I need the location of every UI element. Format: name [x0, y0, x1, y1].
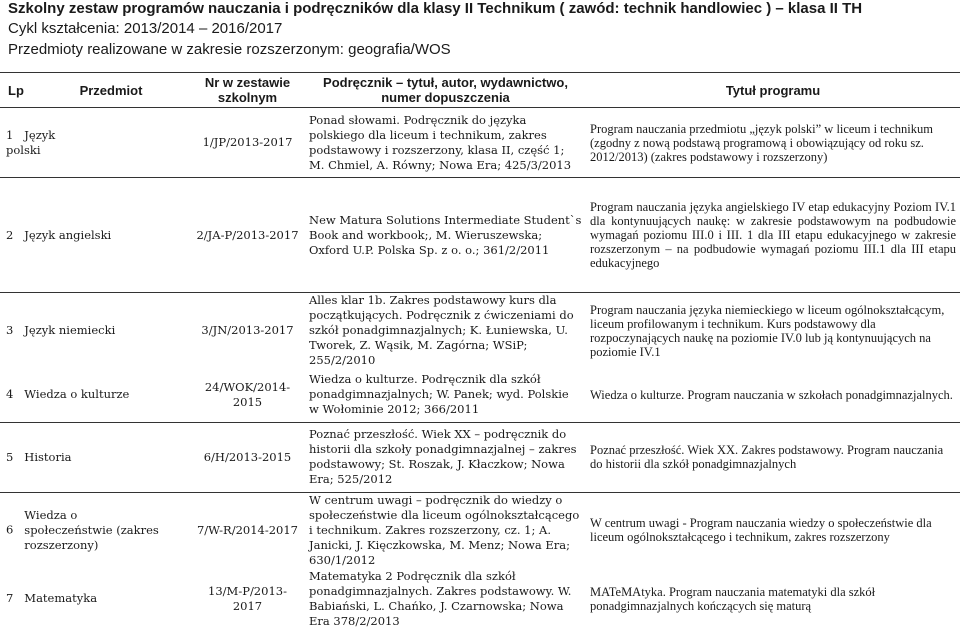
row-number: 7/W-R/2014-2017: [190, 492, 305, 568]
row-subject: [0, 293, 190, 369]
row-subject: [0, 422, 190, 492]
table-row: [0, 492, 960, 568]
row-program: Wiedza o kulturze. Program nauczania w szkołach ponadgimnazjalnych.: [586, 368, 960, 422]
row-number: 24/WOK/2014-2015: [190, 368, 305, 422]
table-row: [0, 108, 960, 178]
row-subject: [0, 492, 190, 568]
row-subject-name: Wiedza o społeczeństwie (zakres rozszerzony): [24, 507, 159, 552]
header-lp: Lp: [0, 73, 32, 108]
row-subject: [0, 108, 56, 178]
row-program: W centrum uwagi - Program nauczania wiedzy o społeczeństwie dla liceum ogólnokształcącego i technikum, zakres rozszerzony: [586, 492, 960, 568]
row-textbook: Ponad słowami. Podręcznik do języka polskiego dla liceum i technikum, zakres podstawowy i rozszerzony, klasa II, część 1; M. Chmiel, A. Równy; Nowa Era; 425/3/2013: [305, 108, 586, 178]
header-subject: Przedmiot: [32, 73, 190, 108]
header-number: Nr w zestawie szkolnym: [190, 73, 305, 108]
row-lp: 2: [6, 227, 14, 242]
row-spacer: [32, 108, 190, 178]
table-row: [0, 178, 960, 293]
table-row: [0, 293, 960, 369]
table-header-row: [0, 73, 960, 108]
row-textbook: Matematyka 2 Podręcznik dla szkół ponadgimnazjalnych. Zakres podstawowy. W. Babiański, L. Chańko, J. Czarnowska; Nowa Era 378/2/2013: [309, 568, 572, 628]
row-subject: [0, 368, 190, 422]
row-subject: [0, 568, 190, 630]
row-subject-name: Historia: [24, 449, 72, 464]
row-program: MATeMAtyka. Program nauczania matematyki dla szkół ponadgimnazjalnych kończących się maturą: [590, 584, 876, 613]
row-program: Program nauczania języka angielskiego IV etap edukacyjny Poziom IV.1 dla kontynuujących naukę: w zakresie podstawowym na podbudowie wymagań poziomu III.0 i III. 1 dla III etapu edukacyjnego w zakresie rozszerzonym – na podbudowie wymagań poziomu III.1 dla III etapu edukacyjnego: [586, 178, 960, 293]
row-textbook: Poznać przeszłość. Wiek XX – podręcznik do historii dla szkoły ponadgimnazjalnej – zakres podstawowy; St. Roszak, J. Kłaczkow; Nowa Era; 525/2012: [305, 422, 586, 492]
curriculum-table: [0, 72, 960, 630]
row-lp: 4: [6, 387, 14, 402]
row-textbook: New Matura Solutions Intermediate Student`s Book and workbook;, M. Wieruszewska; Oxford U.P. Polska Sp. z o. o.; 361/2/2011: [305, 178, 586, 293]
row-number: 6/H/2013-2015: [190, 422, 305, 492]
row-textbook: Alles klar 1b. Zakres podstawowy kurs dla początkujących. Podręcznik z ćwiczeniami do szkół ponadgimnazjalnych; K. Łuniewska, U. Tworek, Z. Wąsik, M. Zagórna; WSiP; 255/2/2010: [305, 293, 586, 369]
header-textbook: Podręcznik – tytuł, autor, wydawnictwo, numer dopuszczenia: [305, 73, 586, 108]
row-number: 1/JP/2013-2017: [190, 108, 305, 178]
row-number: 2/JA-P/2013-2017: [190, 178, 305, 293]
table-row: [0, 568, 960, 630]
row-subject-name: Język niemiecki: [24, 323, 116, 337]
row-program: Poznać przeszłość. Wiek XX. Zakres podstawowy. Program nauczania do historii dla szkół ponadgimnazjalnych: [586, 422, 960, 492]
row-program: Program nauczania języka niemieckiego w liceum ogólnokształcącym, liceum profilowanym i technikum. Kurs podstawowy dla rozpoczynających naukę na poziomie IV.0 lub ją kontynuujących na poziomie IV.1: [586, 293, 960, 369]
row-subject-name: Matematyka: [24, 591, 98, 605]
table-row: [0, 422, 960, 492]
row-lp: 5: [6, 449, 14, 464]
row-number: 3/JN/2013-2017: [190, 293, 305, 369]
table-row: [0, 368, 960, 422]
row-subject-name: Język angielski: [24, 227, 112, 242]
row-lp: 7: [6, 591, 14, 605]
row-subject-name: Język polski: [6, 127, 56, 157]
extended-subjects: Przedmioty realizowane w zakresie rozszerzonym: geografia/WOS: [8, 41, 451, 58]
row-program: Program nauczania przedmiotu „język polski” w liceum i technikum (zgodny z nową podstawą programową i obowiązujący od roku sz. 2012/2013) (zakres podstawowy i rozszerzony): [586, 108, 960, 178]
header-program: Tytuł programu: [586, 73, 960, 108]
education-cycle: Cykl kształcenia: 2013/2014 – 2016/2017: [8, 20, 283, 37]
row-textbook: W centrum uwagi – podręcznik do wiedzy o społeczeństwie dla liceum ogólnokształcącego i technikum. Zakres rozszerzony, cz. 1; A. Janicki, J. Kięczkowska, M. Menz; Nowa Era; 630/1/2012: [305, 492, 586, 568]
document-title: Szkolny zestaw programów nauczania i podręczników dla klasy II Technikum ( zawód: technik handlowiec ) – klasa II TH: [8, 0, 863, 17]
row-lp: 3: [6, 323, 14, 337]
row-lp: 6: [6, 522, 14, 536]
row-lp: 1: [6, 127, 14, 142]
row-subject: [0, 178, 190, 293]
row-number: 13/M-P/2013-2017: [208, 583, 287, 613]
row-textbook: Wiedza o kulturze. Podręcznik dla szkół ponadgimnazjalnych; W. Panek; wyd. Polskie w Wołominie 2012; 366/2011: [305, 368, 586, 422]
row-subject-name: Wiedza o kulturze: [24, 387, 130, 402]
